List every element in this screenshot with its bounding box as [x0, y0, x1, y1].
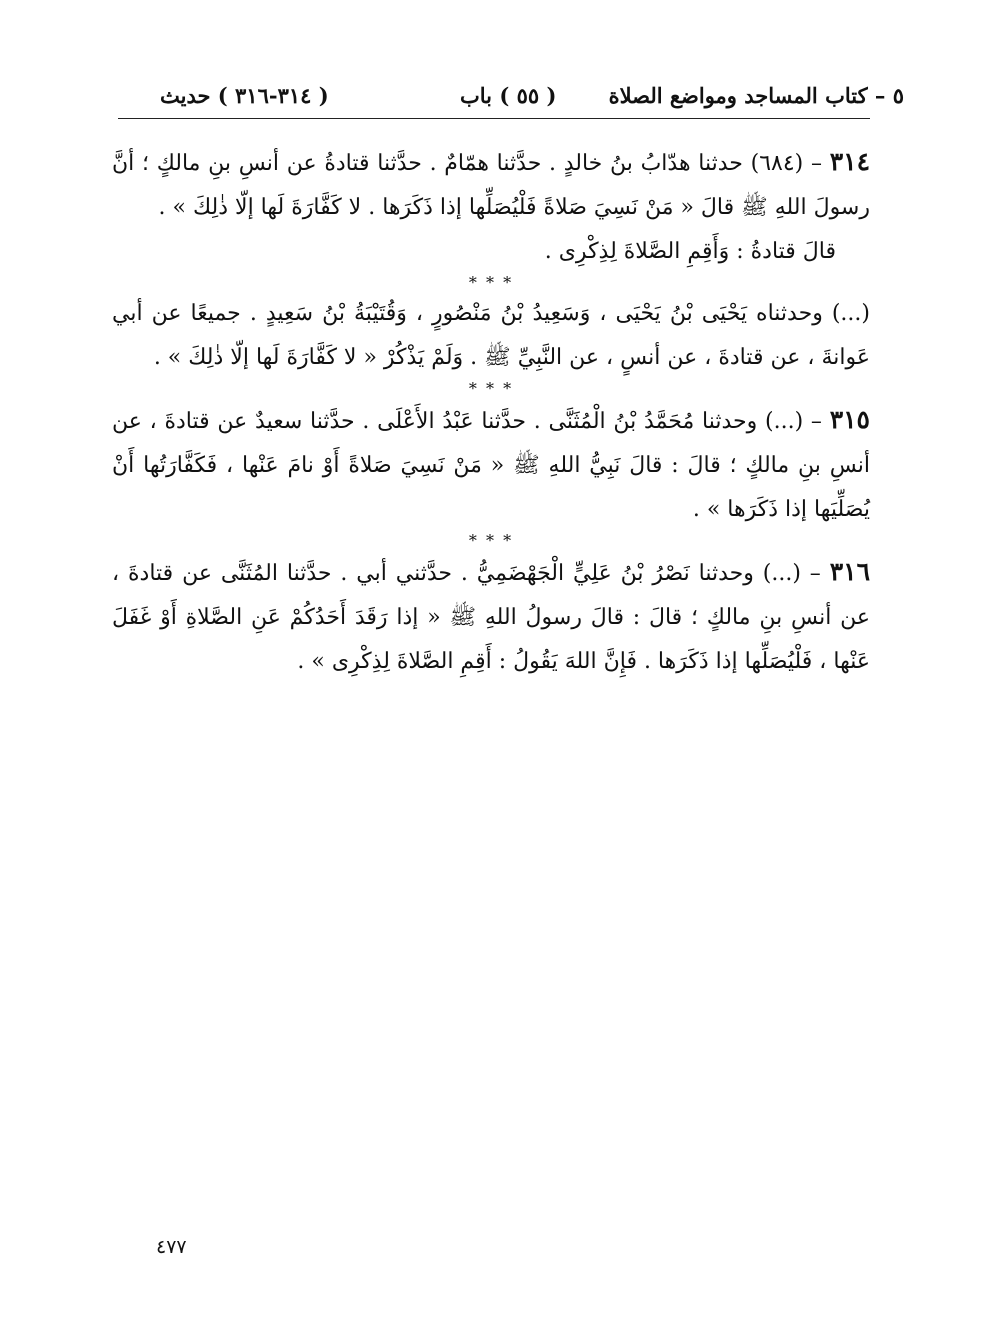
page-number: ٤٧٧: [156, 1236, 187, 1258]
hadith-text: (...) وحدثناه يَحْيَى بْنُ يَحْيَى ، وَسَعِيدُ بْنُ مَنْصُورٍ ، وَقُتَيْبَةُ بْنُ سَعِيدٍ . جميعًا عن أبي عَوانةَ ، عن قتادةَ ، عن أنسٍ ، عن النَّبِيِّ ﷺ . وَلَمْ يَذْكُرْ « لا كَفَّارَةَ لَها إلّا ذٰلِكَ » .: [112, 301, 870, 370]
hadith-number: ٣١٦: [829, 557, 871, 586]
hadith-314b: [112, 292, 870, 380]
separator: * * *: [468, 531, 514, 550]
hadith-316: [112, 550, 870, 684]
hadith-number: ٣١٤: [829, 147, 871, 176]
hadith-number: ٣١٥: [829, 405, 870, 434]
hadith-314: [112, 140, 870, 230]
header-hadith-range: ( ٣١٤-٣١٦ ) حديث: [160, 83, 329, 108]
hadith-315: [112, 398, 870, 532]
main-text: [112, 140, 870, 684]
header-book-title: ٥ – كتاب المساجد ومواضع الصلاة: [608, 83, 904, 108]
hadith-text: – (...) وحدثنا نَصْرُ بْنُ عَلِيٍّ الْجَهْضَمِيُّ . حدَّثني أبي . حدَّثنا المُثَنَّى عن قتادةَ ، عن أنسِ بنِ مالكٍ ؛ قالَ : قالَ رسولُ اللهِ ﷺ « إذا رَقَدَ أَحَدُكُمْ عَنِ الصَّلاةِ أَوْ غَفَلَ عَنْها ، فَلْيُصَلِّها إذا ذَكَرَها . فَإِنَّ اللهَ يَقُولُ : أَقِمِ الصَّلاةَ لِذِكْرِى » .: [112, 561, 870, 674]
running-header: [120, 78, 904, 114]
separator: * * *: [468, 273, 514, 292]
header-chapter: ( ٥٥ ) باب: [460, 83, 557, 108]
header-rule: [118, 118, 870, 119]
hadith-text: – (٦٨٤) حدثنا هدّابُ بنُ خالدٍ . حدَّثنا همّامٌ . حدَّثنا قتادةُ عن أنسِ بنِ مالكٍ ؛ أنَّ رسولَ اللهِ ﷺ قالَ « مَنْ نَسِيَ صَلاةً فَلْيُصَلِّها إذا ذَكَرَها . لا كَفَّارَةَ لَها إلّا ذٰلِكَ » .: [112, 151, 870, 220]
separator: * * *: [468, 379, 514, 398]
hadith-note: قالَ قتادةُ : وَأَقِمِ الصَّلاةَ لِذِكْرِى .: [544, 239, 836, 264]
hadith-text: – (...) وحدثنا مُحَمَّدُ بْنُ الْمُثَنَّى . حدَّثنا عَبْدُ الأَعْلَى . حدَّثنا سعيدٌ عن قتادةَ ، عن أنسِ بنِ مالكٍ ؛ قالَ : قالَ نَبِيُّ اللهِ ﷺ « مَنْ نَسِيَ صَلاةً أَوْ نامَ عَنْها ، فَكَفَّارَتُها أَنْ يُصَلِّيَها إذا ذَكَرَها » .: [112, 409, 870, 522]
